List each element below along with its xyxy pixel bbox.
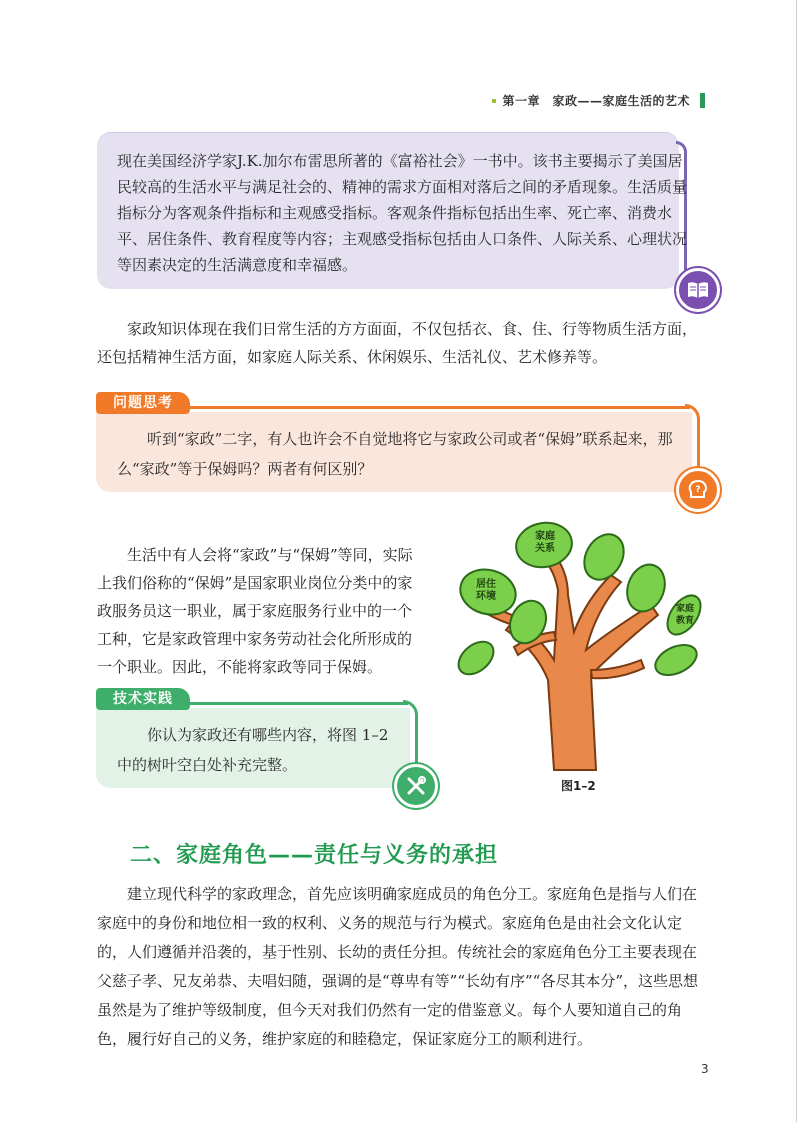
reading-text: 现在美国经济学家J.K.加尔布雷思所著的《富裕社会》一书中。该书主要揭示了美国居民较高的生活水平与满足社会的、精神的需求方面相对落后之间的矛盾现象。生活质量指标分为客观条件指标和主观感受指标。客观条件指标包括出生率、死亡率、消费水平、居住条件、教育程度等内容；主观感受指标包括由人口条件、人际关系、心理状况等因素决定的生活满意度和幸福感。 xyxy=(117,152,688,274)
section-title: 二、家庭角色——责任与义务的承担 xyxy=(130,843,499,868)
question-text: 听到“家政”二字，有人也许会不自觉地将它与家政公司或者“保姆”联系起来，那么“家政”等于保姆吗？两者有何区别？ xyxy=(117,430,673,478)
page-number: 3 xyxy=(701,1062,709,1076)
body-paragraph: 生活中有人会将“家政”与“保姆”等同，实际上我们俗称的“保姆”是国家职业岗位分类中的家政服务员这一职业，属于家庭服务行业中的一个工种，它是家政管理中家务劳动社会化所形成的一个职业。因此，不能将家政等同于保姆。 xyxy=(97,546,413,676)
leaf-label-2: 居住环境 xyxy=(476,579,496,602)
leaf-label-3: 家庭教育 xyxy=(675,604,695,626)
chapter-header xyxy=(492,92,705,109)
question-tab: 问题思考 xyxy=(96,392,190,414)
leaf-blank xyxy=(452,635,499,681)
practice-top-line xyxy=(190,702,408,705)
leaf-blank xyxy=(576,527,631,587)
practice-tab: 技术实践 xyxy=(96,688,190,710)
page-edge-line xyxy=(796,0,797,1122)
figure-caption: 图1–2 xyxy=(561,779,596,793)
intro-paragraph: 家政知识体现在我们日常生活的方方面面，不仅包括衣、食、住、行等物质生活方面，还包括精神生活方面，如家庭人际关系、休闲娱乐、生活礼仪、艺术修养等。 xyxy=(97,320,698,366)
tree-figure xyxy=(436,520,706,775)
chapter-title: 第一章 家政——家庭生活的艺术 xyxy=(502,94,690,108)
question-top-line xyxy=(190,406,690,409)
svg-text:?: ? xyxy=(695,485,701,495)
section-paragraph: 建立现代科学的家政理念，首先应该明确家庭成员的角色分工。家庭角色是指与人们在家庭中的身份和地位相一致的权利、义务的规范与行为模式。家庭角色是由社会文化认定的，人们遵循并沿袭的，基于性别、长幼的责任分担。传统社会的家庭角色分工主要表现在父慈子孝、兄友弟恭、夫唱妇随，强调的是“尊卑有等”“长幼有序”“各尽其本分”，这些思想虽然是为了维护等级制度，但今天对我们仍然有一定的借鉴意义。每个人要知道自己的角色，履行好自己的义务，维护家庭的和睦稳定，保证家庭分工的顺利进行。 xyxy=(97,885,699,1048)
leaf-blank xyxy=(661,590,706,641)
header-dot xyxy=(492,99,496,103)
leaf-blank xyxy=(621,559,671,616)
leaf-label-1: 家庭关系 xyxy=(535,531,555,554)
leaf-blank xyxy=(651,639,702,681)
head-question-icon xyxy=(676,468,720,512)
practice-text: 你认为家政还有哪些内容，将图 1–2 中的树叶空白处补充完整。 xyxy=(117,726,389,774)
header-bar xyxy=(700,93,705,108)
tools-icon xyxy=(394,764,438,808)
book-icon xyxy=(676,268,720,312)
